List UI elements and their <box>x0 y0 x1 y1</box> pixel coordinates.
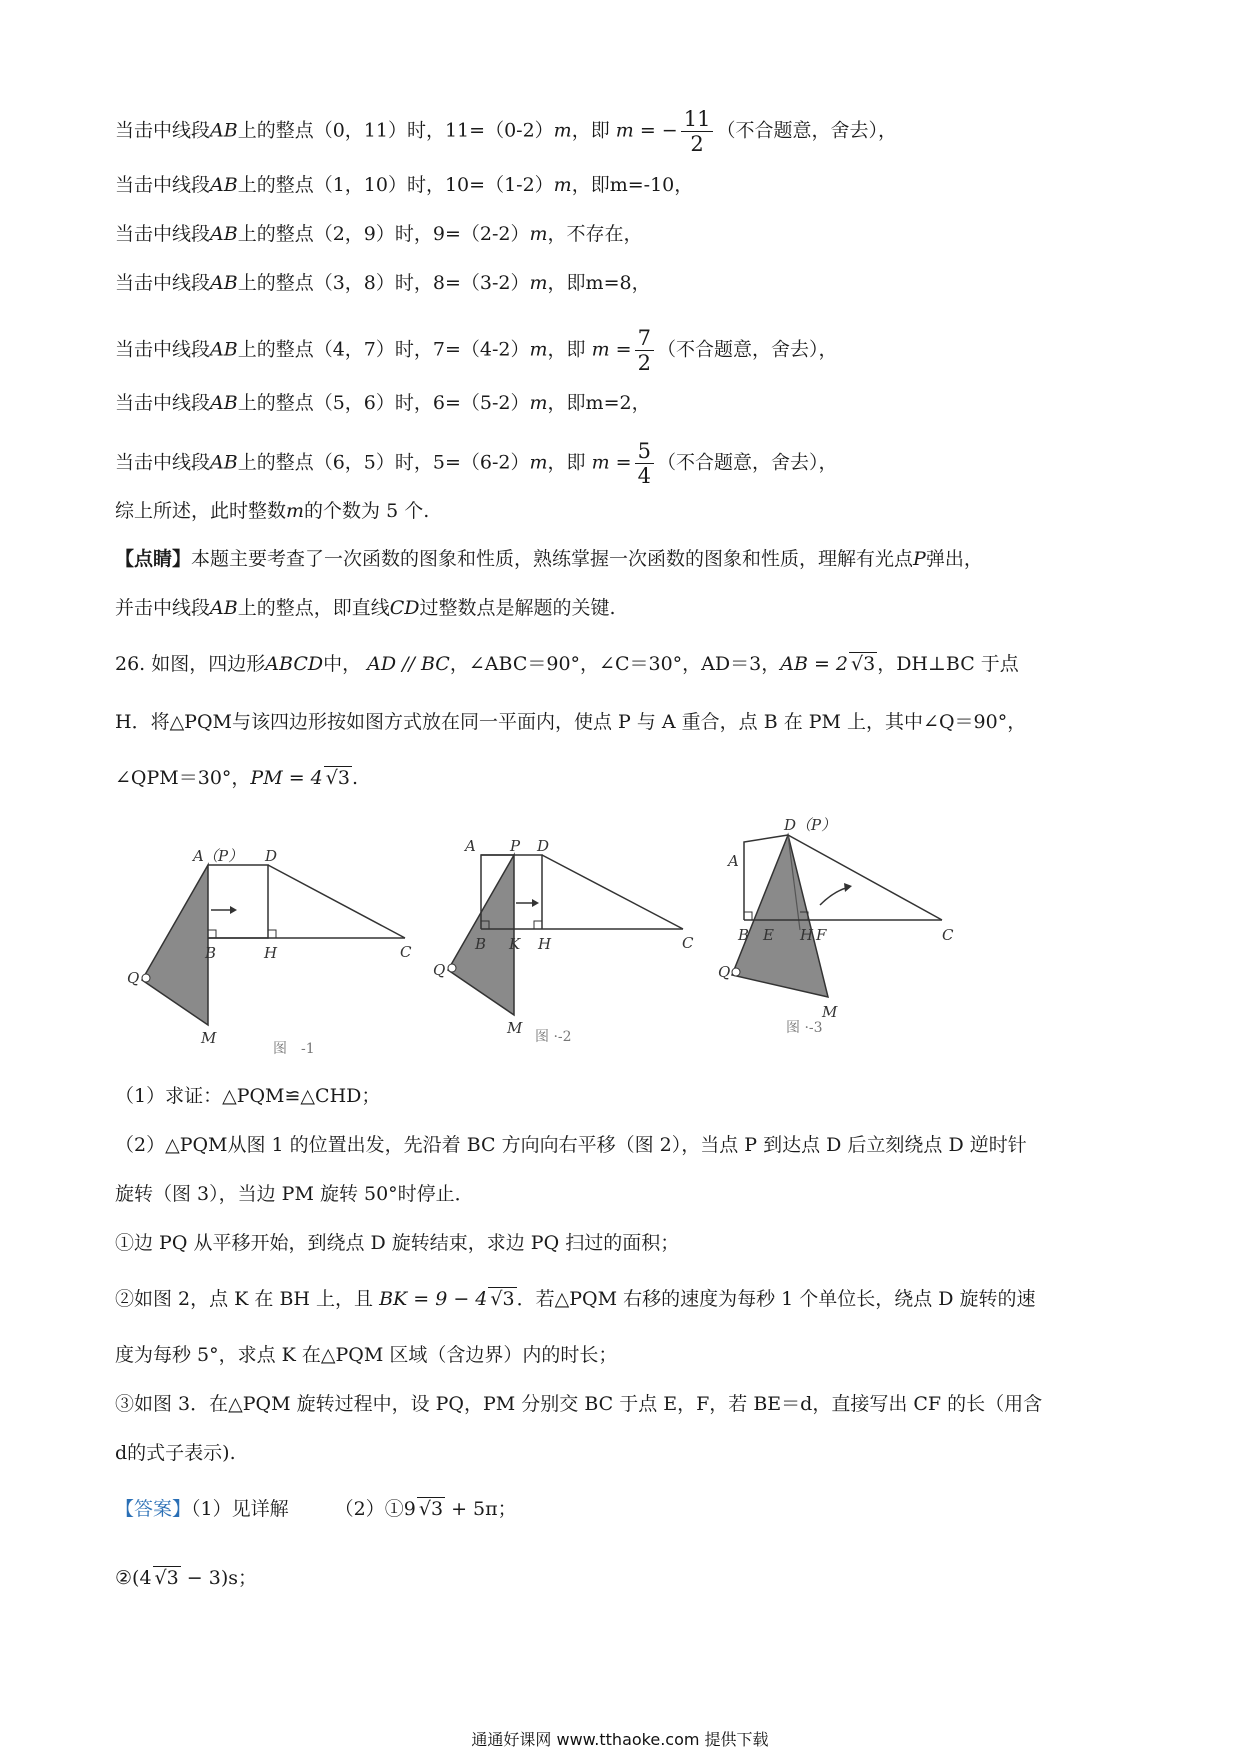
fraction: $\frac{5}{4}$ <box>635 439 654 488</box>
label-p: （P） <box>203 847 244 865</box>
label-b: B <box>205 944 217 962</box>
case-line-6: 当击中线段AB上的整点（6，5）时，5=（6-2）m，即 m = $\frac{5}{4}$ （不合题意，舍去）， <box>115 439 838 488</box>
case-line-5: 当击中线段AB上的整点（5，6）时，6=（5-2）m，即m=2， <box>115 392 651 414</box>
label-k: K <box>509 935 521 953</box>
case-line-1: 当击中线段AB上的整点（1，10）时，10=（1-2）m，即m=-10， <box>115 174 694 196</box>
fraction: $\frac{7}{2}$ <box>635 326 654 375</box>
label-a: A <box>465 837 476 855</box>
summary-line: 综上所述，此时整数m的个数为 5 个. <box>115 500 430 522</box>
figure-2 <box>425 825 725 1065</box>
answer-line-1: 【答案】（1）见详解 （2）①9 √3 + 5π； <box>115 1498 517 1520</box>
caption-fig-2: 图 ·-2 <box>535 1029 572 1045</box>
rotation-arrow-icon <box>820 888 846 905</box>
case-line-0: 当击中线段AB上的整点（0，11）时，11=（0-2）m，即 m = − $\frac{11}{2}$ （不合题意，舍去）， <box>115 107 897 156</box>
sub-question-3-line-1: ③如图 3．在△PQM 旋转过程中，设 PQ，PM 分别交 BC 于点 E，F，若 BE＝d，直接写出 CF 的长（用含 <box>115 1393 1043 1415</box>
question-2-line-2: 旋转（图 3），当边 PM 旋转 50°时停止． <box>115 1183 474 1205</box>
label-m: M <box>507 1019 523 1037</box>
answer-line-2: ②(4 √3 − 3)s； <box>115 1567 258 1589</box>
sub-question-1: ①边 PQ 从平移开始，到绕点 D 旋转结束，求边 PQ 扫过的面积； <box>115 1232 680 1254</box>
triangle-pqm <box>732 835 828 997</box>
triangle-pqm <box>142 865 208 1025</box>
label-q: Q <box>433 961 446 979</box>
label-q: Q <box>718 963 731 981</box>
case-line-3: 当击中线段AB上的整点（3，8）时，8=（3-2）m，即m=8， <box>115 272 651 294</box>
label-q: Q <box>127 969 140 987</box>
figure-3 <box>700 800 1000 1040</box>
label-c: C <box>682 934 694 952</box>
case-line-2: 当击中线段AB上的整点（2，9）时，9=（2-2）m，不存在， <box>115 223 643 245</box>
comment-line-1: 【点睛】本题主要考查了一次函数的图象和性质，熟练掌握一次函数的图象和性质，理解有光点P弹出， <box>115 548 983 570</box>
label-h: H <box>538 935 552 953</box>
sub-question-2-line-1: ②如图 2，点 K 在 BH 上，且 BK = 9 − 4 √3 ．若△PQM 右移的速度为每秒 1 个单位长，绕点 D 旋转的速 <box>115 1288 1036 1310</box>
sub-question-3-line-2: d的式子表示). <box>115 1442 236 1464</box>
label-h: H <box>800 926 814 944</box>
label-p: P <box>510 837 521 855</box>
fraction: $\frac{11}{2}$ <box>681 107 714 156</box>
label-b: B <box>475 935 487 953</box>
question-1: （1）求证：△PQM≌△CHD； <box>115 1085 381 1107</box>
label-c: C <box>942 926 954 944</box>
figure-1 <box>125 825 425 1065</box>
label-d: D <box>537 837 550 855</box>
answer-tag: 【答案】 <box>115 1498 192 1520</box>
question-2-line-1: （2）△PQM从图 1 的位置出发，先沿着 BC 方向向右平移（图 2），当点 P 到达点 D 后立刻绕点 D 逆时针 <box>115 1134 1027 1156</box>
problem-line-1: 26. 如图，四边形ABCD中， AD // BC，∠ABC＝90°，∠C＝30°，AD＝3，AB = 2 √3 ，DH⊥BC 于点 <box>115 653 1019 675</box>
comment-line-2: 并击中线段AB上的整点，即直线CD过整数点是解题的关键. <box>115 597 616 619</box>
case-line-4: 当击中线段AB上的整点（4，7）时，7=（4-2）m，即 m = $\frac{7}{2}$ （不合题意，舍去）， <box>115 326 838 375</box>
label-m: M <box>822 1003 838 1021</box>
caption-fig-1: 图 -1 <box>273 1041 315 1057</box>
caption-fig-3: 图 ·-3 <box>786 1020 823 1036</box>
page-footer: 通通好课网 www.tthaoke.com 提供下载 <box>471 1730 769 1749</box>
label-h: H <box>264 944 278 962</box>
sub-question-2-line-2: 度为每秒 5°，求点 K 在△PQM 区域（含边界）内的时长； <box>115 1344 618 1366</box>
label-b: B <box>738 926 750 944</box>
label-e: E <box>763 926 774 944</box>
label-m: M <box>201 1029 217 1047</box>
label-d: D <box>265 847 278 865</box>
label-f: F <box>816 926 827 944</box>
quadrilateral-abcd <box>208 865 268 938</box>
label-a: A <box>193 847 204 865</box>
label-c: C <box>400 943 412 961</box>
problem-line-2: H．将△PQM与该四边形按如图方式放在同一平面内，使点 P 与 A 重合，点 B 在 PM 上，其中∠Q＝90°， <box>115 711 1027 733</box>
problem-line-3: ∠QPM＝30°，PM = 4 √3 . <box>115 767 358 789</box>
label-a: A <box>728 852 739 870</box>
label-d: D（P） <box>784 816 837 834</box>
